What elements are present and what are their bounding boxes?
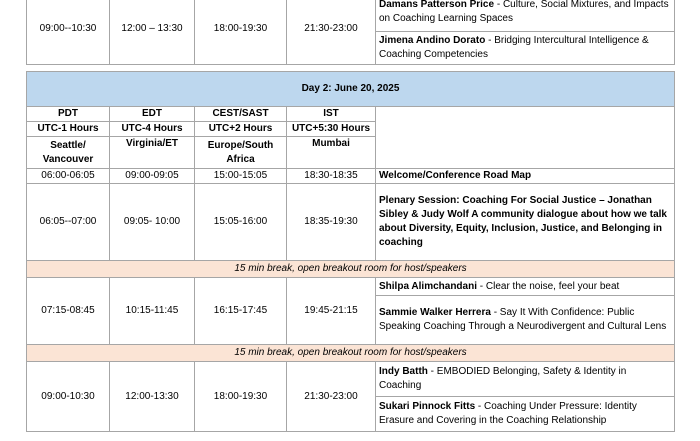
session-cell [376,0,675,32]
session-cell [376,32,675,65]
session-title: - Say It With Confidence: Public Speaking Coaching Through a Neurodivergent and Cultural Lens [379,307,667,332]
time-edt: 09:05- 10:00 [110,184,195,261]
table-row [27,362,675,397]
time-edt: 12:00-13:30 [110,362,195,432]
time-pdt: 07:15-08:45 [27,278,110,345]
tz-utc: UTC-4 Hours [110,122,195,137]
break-label: 15 min break, open breakout room for host/speakers [27,261,675,278]
speaker-name: Jimena Andino Dorato [379,35,486,46]
time-edt: 09:00-09:05 [110,169,195,184]
time-edt: 12:00 – 13:30 [110,0,195,65]
tz-abbr: PDT [27,107,110,122]
session-title: - Culture, Social Mixtures, and Impacts on Coaching Learning Spaces [379,0,669,24]
time-cest: 15:05-16:00 [195,184,287,261]
session-cell [376,397,675,432]
break-row [27,345,675,362]
tz-region: Europe/South Africa [195,137,287,169]
table-row [27,0,675,32]
empty-header-cell [376,107,675,169]
time-cest: 18:00-19:30 [195,0,287,65]
session-title: - EMBODIED Belonging, Safety & Identity in Coaching [379,366,627,391]
speaker-name: Damans Patterson Price [379,0,495,10]
time-pdt: 09:00--10:30 [27,0,110,65]
tz-abbr: CEST/SAST [195,107,287,122]
table-row [27,184,675,261]
table-row [27,278,675,296]
break-row [27,261,675,278]
day1-tail-table [26,0,675,65]
session-cell [376,362,675,397]
speaker-name: Indy Batth [379,366,428,377]
day-title: Day 2: June 20, 2025 [27,72,675,107]
time-pdt: 09:00-10:30 [27,362,110,432]
time-pdt: 06:00-06:05 [27,169,110,184]
tz-region: Mumbai [287,137,376,169]
day-header-row [27,72,675,107]
tz-abbr: EDT [110,107,195,122]
time-ist: 18:35-19:30 [287,184,376,261]
break-label: 15 min break, open breakout room for host/speakers [27,345,675,362]
tz-region: Seattle/ Vancouver [27,137,110,169]
tz-utc: UTC-1 Hours [27,122,110,137]
timezone-abbr-row [27,107,675,122]
speaker-name: Sammie Walker Herrera [379,307,491,318]
time-edt: 10:15-11:45 [110,278,195,345]
session-title: - Bridging Intercultural Intelligence & Coaching Competencies [379,35,649,60]
time-cest: 18:00-19:30 [195,362,287,432]
day2-schedule-table [26,71,675,432]
time-cest: 16:15-17:45 [195,278,287,345]
session-cell [376,278,675,296]
time-pdt: 06:05--07:00 [27,184,110,261]
session-title: - Clear the noise, feel your beat [476,280,620,292]
speaker-name: Sukari Pinnock Fitts [379,401,476,412]
table-row [27,169,675,184]
time-ist: 18:30-18:35 [287,169,376,184]
time-ist: 21:30-23:00 [287,0,376,65]
tz-abbr: IST [287,107,376,122]
session-cell [376,296,675,345]
time-ist: 19:45-21:15 [287,278,376,345]
tz-utc: UTC+5:30 Hours [287,122,376,137]
session-title: - Coaching Under Pressure: Identity Erasure and Covering in the Coaching Relationship [379,401,637,426]
time-ist: 21:30-23:00 [287,362,376,432]
session-text: Plenary Session: Coaching For Social Justice – Jonathan Sibley & Judy Wolf A community dialogue about how we talk about Diversity, Equity, Inclusion, Justice, and Belonging in coaching [376,184,675,261]
tz-utc: UTC+2 Hours [195,122,287,137]
session-text: Welcome/Conference Road Map [376,169,675,184]
time-cest: 15:00-15:05 [195,169,287,184]
tz-region: Virginia/ET [110,137,195,169]
speaker-name: Shilpa Alimchandani [379,280,477,292]
